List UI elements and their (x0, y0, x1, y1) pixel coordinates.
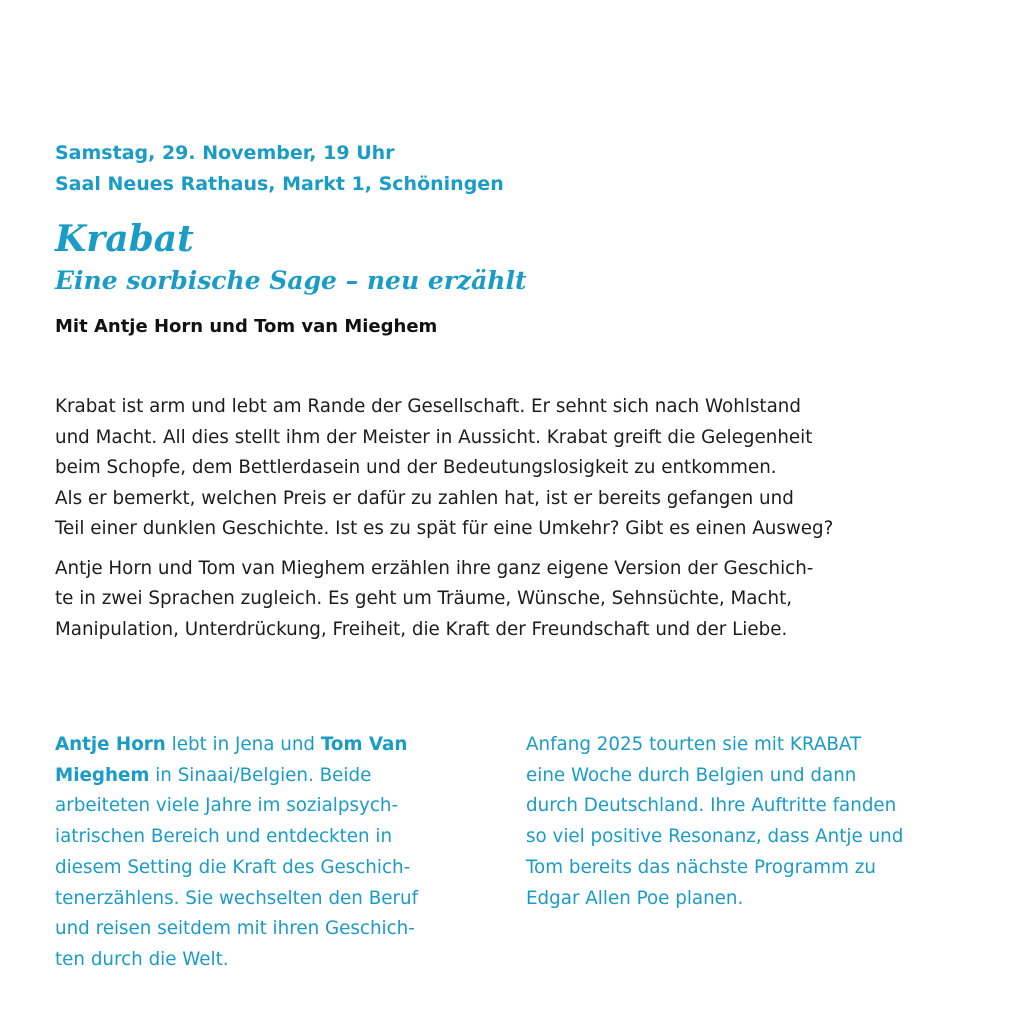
text-line: Manipulation, Unterdrückung, Freiheit, die Kraft der Freundschaft und der Liebe. (55, 618, 788, 640)
description-paragraph-1 (55, 392, 970, 545)
text-line: durch Deutschland. Ihre Auftritte fanden (526, 795, 897, 817)
text-line: diesem Setting die Kraft des Geschich- (55, 856, 411, 878)
bio-left-column (55, 730, 418, 976)
text-line: so viel positive Resonanz, dass Antje und (526, 826, 904, 848)
bio-text: lebt in Jena und (165, 734, 321, 755)
event-page (55, 138, 970, 970)
bio-right-column (526, 730, 903, 914)
event-subtitle: Eine sorbische Sage – neu erzählt (55, 266, 527, 295)
text-line: eine Woche durch Belgien und dann (526, 764, 857, 786)
text-line: ten durch die Welt. (55, 948, 229, 970)
text-line: Krabat ist arm und lebt am Rande der Gesellschaft. Er sehnt sich nach Wohlstand (55, 396, 801, 417)
text-line: und reisen seitdem mit ihren Geschich- (55, 918, 415, 940)
performers-line: Mit Antje Horn und Tom van Mieghem (55, 316, 438, 337)
event-title: Krabat (55, 218, 194, 260)
text-line: Teil einer dunklen Geschichte. Ist es zu spät für eine Umkehr? Gibt es einen Ausweg? (55, 518, 834, 539)
text-line: tenerzählens. Sie wechselten den Beruf (55, 887, 419, 909)
event-venue: Saal Neues Rathaus, Markt 1, Schöningen (55, 173, 504, 195)
bio-text: in Sinaai/Belgien. Beide (149, 764, 372, 786)
text-line (55, 761, 418, 792)
text-line: Edgar Allen Poe planen. (526, 887, 744, 909)
text-line: und Macht. All dies stellt ihm der Meister in Aussicht. Krabat greift die Gelegenheit (55, 426, 813, 448)
text-line: Als er bemerkt, welchen Preis er dafür zu zahlen hat, ist er bereits gefangen und (55, 487, 794, 509)
text-line: Anfang 2025 tourten sie mit KRABAT (526, 734, 862, 755)
text-line: arbeiteten viele Jahre im sozialpsych- (55, 795, 399, 817)
performer-name: Mieghem (55, 764, 150, 786)
event-date-time: Samstag, 29. November, 19 Uhr (55, 142, 395, 164)
text-line: te in zwei Sprachen zugleich. Es geht um Träume, Wünsche, Sehnsüchte, Macht, (55, 588, 793, 609)
description-paragraph-2 (55, 554, 970, 646)
text-line: Antje Horn und Tom van Mieghem erzählen ihre ganz eigene Version der Geschich- (55, 557, 814, 579)
text-line (55, 730, 418, 761)
text-line: iatrischen Bereich und entdeckten in (55, 826, 393, 848)
text-line: Tom bereits das nächste Programm zu (526, 856, 876, 878)
text-line: beim Schopfe, dem Bettlerdasein und der Bedeutungslosigkeit zu entkommen. (55, 457, 777, 478)
performer-name: Antje Horn (55, 734, 166, 755)
performer-name: Tom Van (320, 734, 408, 755)
